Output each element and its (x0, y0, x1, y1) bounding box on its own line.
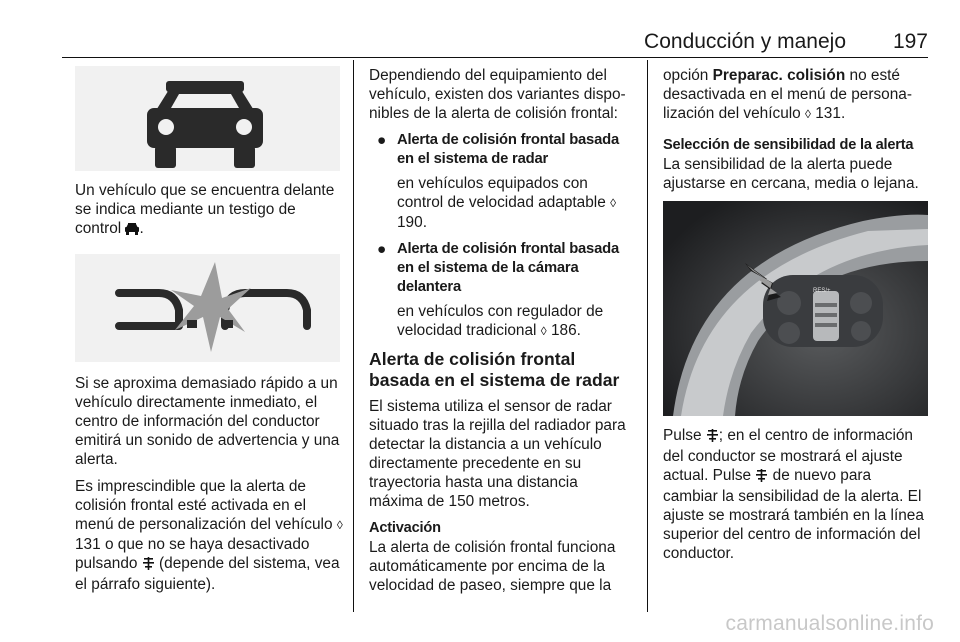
paragraph-option-note: opción Preparac. colisión no esté desactivada en el menú de personalización del vehículo ◊ 131. (663, 67, 912, 122)
bullet-icon: ● (377, 241, 387, 258)
column-1 (75, 66, 343, 602)
sensitivity-icon (142, 556, 155, 575)
list-item-title: Alerta de colisión frontal basada en el sistema de radar (397, 132, 619, 167)
page-reference[interactable]: 190 (397, 214, 423, 231)
paragraph-variants-intro: Dependiendo del equipamiento del vehículo, existen dos variantes disponibles de la alerta de colisión frontal: (369, 67, 626, 122)
paragraph-activation-note: Es imprescindible que la alerta de colisión frontal esté activada en el menú de personalización del vehículo ◊ 131 o que no se haya desactivado pulsando (depende del sistema, vea el párrafo siguiente). (75, 478, 343, 593)
steering-wheel-photo (663, 201, 928, 416)
list-item-title: Alerta de colisión frontal basada en el sistema de la cámara delantera (397, 241, 619, 295)
collision-warning-icon (75, 254, 340, 362)
car-front-icon (125, 221, 139, 240)
page-reference-arrow-icon: ◊ (540, 324, 547, 338)
paragraph-radar-description: El sistema utiliza el sensor de radar situado tras la rejilla del radiador para detectar la distancia a un vehículo directamente precedente en su trayectoria hasta una distancia máxima de 150 metros. (369, 398, 626, 510)
list-item-body: en vehículos con regulador de velocidad tradicional ◊ 186. (397, 303, 604, 339)
collision-warning-illustration (75, 254, 340, 362)
chapter-title: Conducción y manejo (644, 30, 846, 53)
car-front-icon (75, 66, 340, 171)
paragraph-sensitivity-button: Pulse ; en el centro de información del conductor se mostrará el ajuste actual. Pulse de nuevo para cambiar la sensibilidad de la alerta. El ajuste se mostrará también en la línea superior del centro de información del conductor. (663, 427, 924, 562)
subheading-activation: Activación (369, 520, 441, 536)
header-rule (62, 57, 928, 58)
watermark: carmanualsonline.info (725, 612, 934, 635)
page-number: 197 (892, 30, 928, 53)
list-item-radar (369, 131, 635, 232)
subheading-sensitivity: Selección de sensibilidad de la alerta (663, 137, 914, 153)
steering-wheel-illustration (663, 201, 928, 416)
column-3 (663, 66, 928, 571)
car-telltale-illustration (75, 66, 340, 171)
wheel-button-label: RES/+ (813, 288, 831, 294)
page-reference[interactable]: 131 (815, 105, 841, 122)
paragraph-sensitivity: La sensibilidad de la alerta puede ajustarse en cercana, media o lejana. (663, 156, 919, 192)
page-reference-arrow-icon: ◊ (336, 518, 343, 532)
page-header (62, 28, 928, 58)
sensitivity-icon (755, 468, 768, 487)
paragraph-approach-warning: Si se aproxima demasiado rápido a un vehículo directamente inmediato, el centro de información del conductor emitirá un sonido de advertencia y una alerta. (75, 375, 340, 468)
page-reference-arrow-icon: ◊ (805, 107, 811, 121)
page-reference[interactable]: 186 (550, 322, 577, 339)
bullet-icon: ● (377, 132, 387, 149)
list-item-body: en vehículos equipados con control de velocidad adaptable ◊ 190. (397, 175, 616, 231)
paragraph-activation: La alerta de colisión frontal funciona automáticamente por encima de la velocidad de paseo, siempre que la (369, 539, 616, 594)
menu-option-name: Preparac. colisión (712, 67, 846, 84)
column-2 (369, 66, 635, 603)
sensitivity-icon (706, 428, 719, 447)
page-reference[interactable]: 131 (75, 536, 101, 553)
column-divider-1 (353, 60, 354, 612)
section-heading-radar: Alerta de colisión frontal basada en el sistema de radar (369, 349, 620, 390)
page-reference-arrow-icon: ◊ (610, 196, 616, 210)
column-divider-2 (647, 60, 648, 612)
list-item-camera (369, 240, 635, 341)
paragraph-telltale: Un vehículo que se encuentra delante se indica mediante un testigo de control . (75, 181, 343, 240)
